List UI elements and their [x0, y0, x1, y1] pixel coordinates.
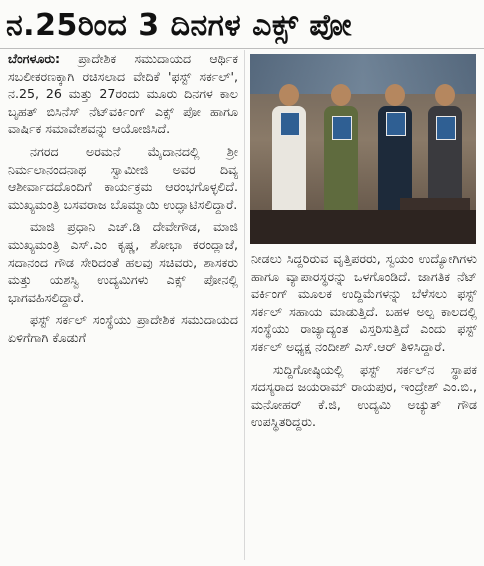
- booklet-icon: [436, 116, 456, 140]
- article-paragraph: ನೀಡಲು ಸಿದ್ದರಿರುವ ವೃತ್ತಿಪರರು, ಸ್ವಯಂ ಉದ್ಯೋಗಿಗಳು ಹಾಗೂ ವ್ಯಾಪಾರಸ್ಥರನ್ನು ಒಳಗೊಂಡಿದೆ. ಜಾಗತಿಕ ನೆಟ್ ವರ್ಕಿಂಗ್ ಮೂಲಕ ಉದ್ದಿಮೆಗಳನ್ನು ಬೆಳೆಸಲು ಫಸ್ಟ್ ಸರ್ಕಲ್ ಸಹಾಯ ಮಾಡುತ್ತಿದೆ. ಬಹಳ ಅಲ್ಪ ಕಾಲದಲ್ಲಿ ಸಂಸ್ಥೆಯು ರಾಜ್ಯಾದ್ಯಂತ ವಿಸ್ತರಿಸುತ್ತಿದೆ ಎಂದು ಫಸ್ಟ್ ಸರ್ಕಲ್ ಅಧ್ಯಕ್ಷ ನಂದೀಶ್ ಎಸ್.ಆರ್ ತಿಳಿಸಿದ್ದಾರೆ.: [251, 251, 477, 354]
- column-divider: [244, 50, 245, 560]
- article-paragraph: ನಗರದ ಅರಮನೆ ಮೈದಾನದಲ್ಲಿ ಶ್ರೀ ನಿರ್ಮಲಾನಂದನಾಥ ಸ್ವಾಮೀಜಿ ಅವರ ದಿವ್ಯ ಆಶೀರ್ವಾದದೊಂದಿಗೆ ಕಾರ್ಯಕ್ರಮ ಆರಂಭಗೊಳ್ಳಲಿದೆ. ಮುಖ್ಯಮಂತ್ರಿ ಬಸವರಾಜ ಬೊಮ್ಮಾಯಿ ಉದ್ಘಾಟಿಸಲಿದ್ದಾರೆ.: [8, 143, 238, 212]
- news-photo: [250, 54, 476, 244]
- article-column-left: [8, 50, 238, 352]
- article-paragraph: [8, 50, 238, 138]
- photo-person: [272, 84, 306, 212]
- article-paragraph: ಮಾಜಿ ಪ್ರಧಾನಿ ಎಚ್.ಡಿ ದೇವೇಗೌಡ, ಮಾಜಿ ಮುಖ್ಯಮಂತ್ರಿ ಎಸ್.ಎಂ ಕೃಷ್ಣ, ಶೋಭಾ ಕರಂದ್ಲಾಜೆ, ಸದಾನಂದ ಗೌಡ ಸೇರಿದಂತೆ ಹಲವು ಸಚಿವರು, ಶಾಸಕರು ಮತ್ತು ಯಶಸ್ವಿ ಉದ್ಯಮಿಗಳು ಎಕ್ಸ್ ಪೋನಲ್ಲಿ ಭಾಗವಹಿಸಲಿದ್ದಾರೆ.: [8, 219, 238, 305]
- booklet-icon: [332, 116, 352, 140]
- article-paragraph-text: ಪ್ರಾದೇಶಿಕ ಸಮುದಾಯದ ಆರ್ಥಿಕ ಸಬಲೀಕರಣಕ್ಕಾಗಿ ರಚಿಸಲಾದ ವೇದಿಕೆ 'ಫಸ್ಟ್ ಸರ್ಕಲ್', ನ.25, 26 ಮತ್ತು 27ರಂದು ಮೂರು ದಿನಗಳ ಕಾಲ ಬೃಹತ್ ಬಿಸಿನೆಸ್ ನೆಟ್‌ವರ್ಕಿಂಗ್ ಎಕ್ಸ್ ಪೋ ಹಾಗೂ ವಾರ್ಷಿಕ ಸಮಾವೇಶವನ್ನು ಆಯೋಜಿಸಿದೆ.: [8, 51, 238, 137]
- photo-person: [324, 84, 358, 212]
- photo-floor: [250, 210, 476, 244]
- article-paragraph: ಸುದ್ದಿಗೋಷ್ಠಿಯಲ್ಲಿ ಫಸ್ಟ್ ಸರ್ಕಲ್‌ನ ಸ್ಥಾಪಕ ಸದಸ್ಯರಾದ ಜಯರಾಮ್ ರಾಯಪುರ, ಇಂದ್ರೇಶ್ ಎಂ.ಬಿ., ಮನೋಹರ್ ಕೆ.ಜಿ, ಉದ್ಯಮಿ ಅಚ್ಯುತ್ ಗೌಡ ಉಪಸ್ಥಿತರಿದ್ದರು.: [251, 361, 477, 430]
- dateline: ಬೆಂಗಳೂರು:: [8, 51, 61, 66]
- photo-person: [428, 84, 462, 212]
- headline: ನ.25ರಿಂದ 3 ದಿನಗಳ ಎಕ್ಸ್ ಪೋ: [6, 8, 353, 43]
- article-column-right: [251, 250, 477, 436]
- booklet-icon: [386, 112, 406, 136]
- photo-person: [378, 84, 412, 212]
- headline-rule: [0, 48, 484, 49]
- article-paragraph: ಫಸ್ಟ್ ಸರ್ಕಲ್ ಸಂಸ್ಥೆಯು ಪ್ರಾದೇಶಿಕ ಸಮುದಾಯದ ಏಳಿಗೆಗಾಗಿ ಕೊಡುಗೆ: [8, 312, 238, 345]
- booklet-icon: [280, 112, 300, 136]
